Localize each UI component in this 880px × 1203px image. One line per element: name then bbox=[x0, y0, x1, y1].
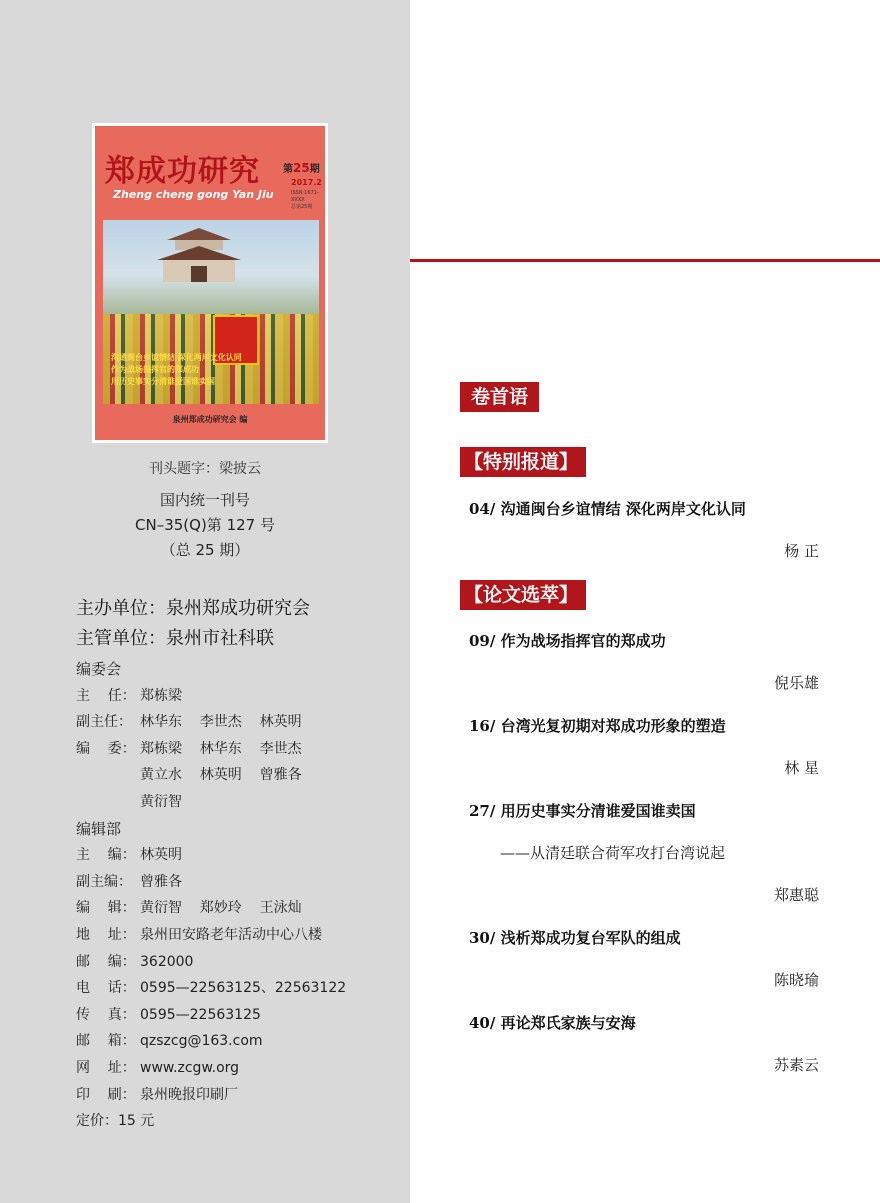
toc-entry[interactable] bbox=[469, 927, 819, 989]
cover-pinyin: Zheng cheng gong Yan Jiu bbox=[113, 188, 274, 201]
papers-badge: 【论文选萃】 bbox=[460, 580, 586, 610]
dept-row: 传 真： 0595—22563125 bbox=[76, 1006, 261, 1023]
preface-badge: 卷首语 bbox=[460, 382, 539, 412]
cover-date: 2017.2 bbox=[291, 178, 322, 187]
special-report-badge: 【特别报道】 bbox=[460, 447, 586, 477]
dept-row: 邮 箱： qzszcg@163.com bbox=[76, 1033, 263, 1050]
editorial-dept-heading: 编辑部 bbox=[76, 819, 122, 838]
dept-row: 电 话： 0595—22563125、22563122 bbox=[76, 980, 347, 997]
toc-entry-title: 16/ 台湾光复初期对郑成功形象的塑造 bbox=[469, 717, 726, 735]
cover-image bbox=[92, 123, 328, 443]
masthead-info bbox=[76, 656, 346, 1135]
board-row: 黄立水 林英明 曾雅各 bbox=[140, 767, 302, 784]
board-row: 副主任： 林华东 李世杰 林英明 bbox=[76, 714, 302, 731]
temple-illustration bbox=[153, 226, 245, 284]
price: 定价：15 元 bbox=[76, 1113, 155, 1130]
divider-rule bbox=[410, 259, 880, 262]
toc-entry[interactable] bbox=[469, 1012, 819, 1074]
toc-entry[interactable] bbox=[469, 715, 819, 777]
toc-entry-author: 苏素云 bbox=[773, 1056, 819, 1074]
dept-row: 网 址： www.zcgw.org bbox=[76, 1059, 240, 1076]
board-row: 主 任： 郑栋梁 bbox=[76, 687, 182, 704]
toc-entry[interactable] bbox=[469, 498, 819, 560]
toc-entry-title: 04/ 沟通闽台乡谊情结 深化两岸文化认同 bbox=[469, 500, 746, 518]
toc-entry-author: 倪乐雄 bbox=[773, 674, 819, 692]
toc-entry-author: 林 星 bbox=[784, 759, 819, 777]
cover-publisher: 泉州郑成功研究会 编 bbox=[172, 415, 248, 424]
sponsor: 主办单位：泉州郑成功研究会 bbox=[76, 598, 310, 619]
toc-entry[interactable] bbox=[469, 800, 819, 904]
dept-row: 编 辑： 黄衍智 郑妙玲 王泳灿 bbox=[76, 900, 302, 917]
supervisor: 主管单位：泉州市社科联 bbox=[76, 628, 274, 649]
toc-entry-title: 27/ 用历史事实分清谁爱国谁卖国 bbox=[469, 802, 696, 820]
registration-block: 国内统一刊号 CN–35(Q)第 127 号 （总 25 期） bbox=[135, 491, 275, 559]
masthead-credit: 刊头题字：梁披云 bbox=[149, 461, 261, 477]
cover-issn: ISSN 1671-XXXX 总第25期 bbox=[291, 190, 319, 210]
toc-entry-title: 09/ 作为战场指挥官的郑成功 bbox=[469, 632, 666, 650]
board-row: 编 委： 郑栋梁 林华东 李世杰 bbox=[76, 740, 302, 757]
toc-entry-title: 40/ 再论郑氏家族与安海 bbox=[469, 1014, 636, 1032]
toc-entry-author: 杨 正 bbox=[784, 542, 819, 560]
toc-entry-subtitle: ——从清廷联合荷军攻打台湾说起 bbox=[500, 844, 726, 862]
dept-row: 邮 编： 362000 bbox=[76, 953, 194, 970]
board-row: 黄衍智 bbox=[140, 793, 182, 810]
cover-title: 郑成功研究 bbox=[105, 154, 260, 189]
dept-row: 地 址： 泉州田安路老年活动中心八楼 bbox=[76, 926, 322, 943]
dept-row: 主 编： 林英明 bbox=[76, 847, 182, 864]
toc-entry-author: 陈晓瑜 bbox=[773, 971, 819, 989]
toc-entry-title: 30/ 浅析郑成功复台军队的组成 bbox=[469, 929, 681, 947]
cover-issue: 第25期 bbox=[283, 161, 320, 175]
cover-captions: 沟通闽台乡谊情结 深化两岸文化认同 作为战场指挥官的郑成功 用历史事实分清谁爱国谁卖国 bbox=[111, 353, 242, 386]
dept-row: 印 刷： 泉州晚报印刷厂 bbox=[76, 1086, 238, 1103]
dept-row: 副主编： 曾雅各 bbox=[76, 873, 182, 890]
editorial-board-heading: 编委会 bbox=[76, 660, 122, 678]
toc-entry[interactable] bbox=[469, 630, 819, 692]
toc-entry-author: 郑惠聪 bbox=[773, 886, 819, 904]
